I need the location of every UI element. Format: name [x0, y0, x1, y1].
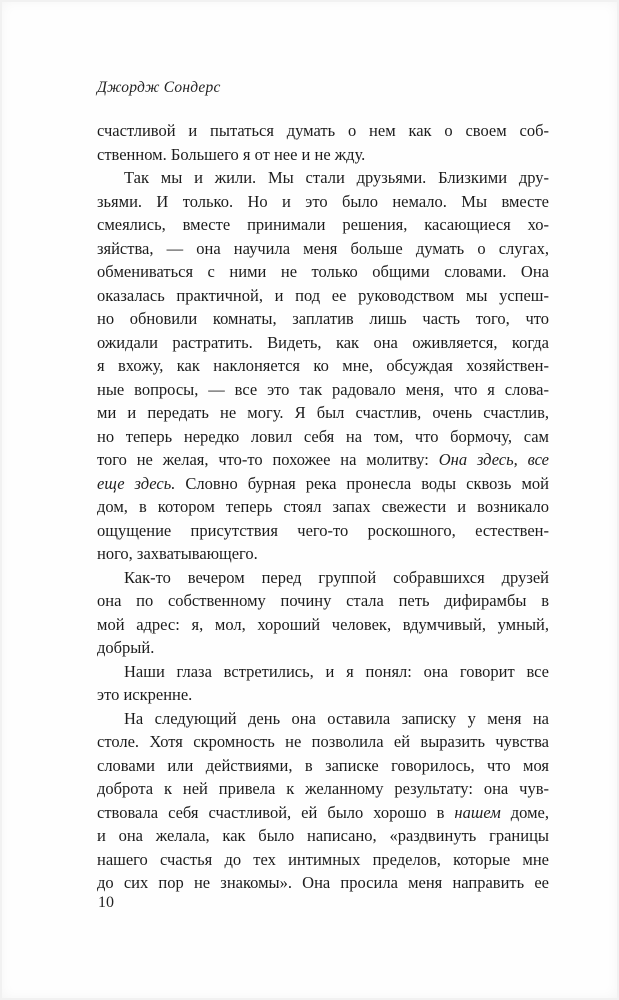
text-segment: ные вопросы, — все это так радовало меня, что я слова- [97, 379, 549, 399]
text-segment: зьями. И только. Но и это было немало. Мы вместе [97, 191, 549, 211]
text-line [97, 801, 549, 825]
text-line [97, 636, 549, 660]
text-segment: того не желая, что-то похожее на молитву: [97, 450, 439, 469]
text-segment: я вхожу, как наклоняется ко мне, обсуждая хозяйствен- [97, 356, 549, 375]
text-line [97, 589, 549, 613]
text-line [97, 871, 549, 895]
text-segment: доме, [500, 802, 549, 822]
paragraph [97, 166, 549, 566]
page-body-text [97, 119, 549, 895]
text-line [97, 848, 549, 872]
text-line [97, 307, 549, 331]
text-line [97, 284, 549, 308]
text-line [97, 472, 549, 496]
text-segment: счастливой и пытаться думать о нем как о своем соб- [97, 121, 549, 140]
text-segment: ного, захватывающего. [97, 544, 258, 563]
text-segment: словами или действиями, в записке говорилось, что моя [97, 755, 549, 775]
text-line [97, 707, 549, 731]
text-line [97, 542, 549, 566]
text-line [97, 566, 549, 590]
text-segment: до сих пор не знакомы». Она просила меня направить ее [97, 873, 549, 892]
text-line [97, 401, 549, 425]
text-line [97, 331, 549, 355]
text-segment: оказалась практичной, и под ее руководством мы успеш- [97, 285, 549, 305]
paragraph [97, 660, 549, 707]
text-segment: На следующий день она оставила записку у меня на [124, 708, 549, 728]
text-segment: добрый. [97, 638, 155, 657]
italic-text: нашем [454, 802, 501, 822]
text-segment: смеялись, вместе принимали решения, касающиеся хо- [97, 215, 549, 234]
text-line [97, 754, 549, 778]
text-line [97, 448, 549, 472]
text-segment: дом, в котором теперь стоял запах свежести и возникало [97, 497, 549, 516]
text-line [97, 519, 549, 543]
text-line [97, 495, 549, 519]
text-line [97, 660, 549, 684]
italic-text: еще здесь. [97, 473, 176, 493]
text-segment: обмениваться с ними не только общими словами. Она [97, 262, 549, 281]
paragraph [97, 119, 549, 166]
text-line [97, 260, 549, 284]
text-segment: Словно бурная река пронесла воды сквозь мой [175, 473, 549, 493]
text-segment: столе. Хотя скромность не позволила ей выразить чувства [97, 732, 549, 751]
text-segment: мой адрес: я, мол, хороший человек, вдумчивый, умный, [97, 614, 549, 634]
italic-text: Она здесь, все [438, 450, 549, 469]
text-segment: нашего счастья до тех интимных пределов, которые мне [97, 849, 549, 869]
running-header: Джордж Сондерс [97, 79, 221, 96]
text-segment: Так мы и жили. Мы стали друзьями. Близкими дру- [124, 168, 549, 187]
paragraph [97, 707, 549, 895]
text-line [97, 119, 549, 143]
text-line [97, 613, 549, 637]
text-segment: зяйства, — она научила меня больше думать о слугах, [97, 238, 549, 258]
text-line [97, 213, 549, 237]
text-line [97, 190, 549, 214]
text-segment: ожидали растратить. Видеть, как она оживляется, когда [97, 332, 549, 352]
text-segment: она по собственному почину стала петь дифирамбы в [97, 591, 549, 610]
text-line [97, 683, 549, 707]
text-segment: но теперь нередко ловил себя на том, что бормочу, сам [97, 426, 549, 446]
text-segment: ствовала себя счастливой, ей было хорошо в [97, 802, 455, 822]
text-line [97, 378, 549, 402]
text-line [97, 143, 549, 167]
text-line [97, 824, 549, 848]
paragraph [97, 566, 549, 660]
text-segment: и она желала, как было написано, «раздвинуть границы [97, 826, 549, 845]
text-segment: доброта к ней привела к желанному результату: она чув- [97, 779, 549, 798]
text-line [97, 730, 549, 754]
text-segment: ми и передать не могу. Я был счастлив, очень счастлив, [97, 403, 549, 422]
text-segment: Наши глаза встретились, и я понял: она говорит все [124, 661, 549, 681]
text-segment: но обновили комнаты, заплатив лишь часть того, что [97, 309, 549, 328]
text-line [97, 354, 549, 378]
text-segment: ственном. Большего я от нее и не жду. [97, 144, 366, 164]
text-segment: Как-то вечером перед группой собравшихся друзей [124, 567, 549, 587]
text-line [97, 425, 549, 449]
text-line [97, 166, 549, 190]
text-line [97, 777, 549, 801]
text-segment: это искренне. [97, 685, 193, 704]
page-number: 10 [98, 894, 114, 911]
text-line [97, 237, 549, 261]
text-segment: ощущение присутствия чего-то роскошного, естествен- [97, 520, 549, 540]
